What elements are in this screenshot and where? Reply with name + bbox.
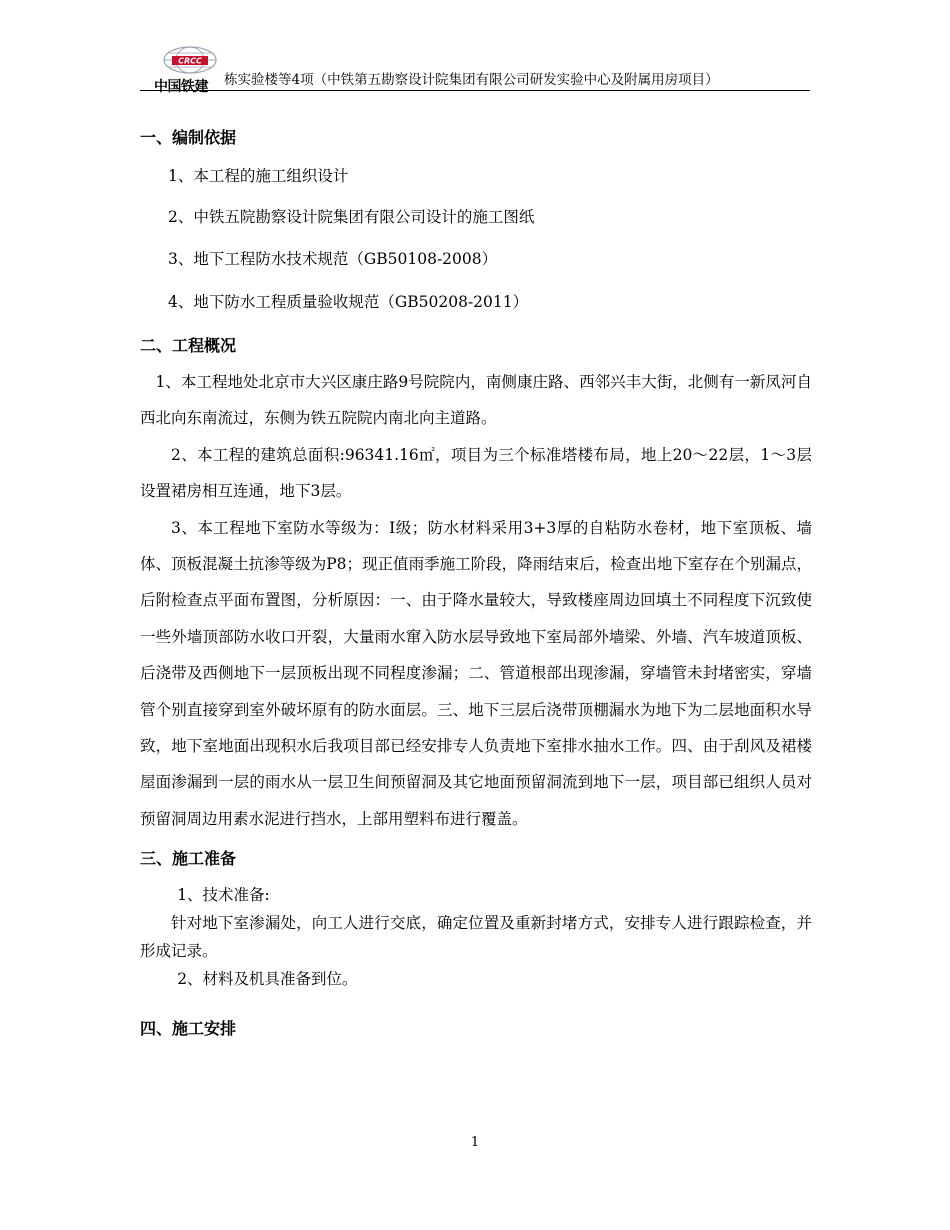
- header-title: 栋实验楼等4项（中铁第五勘察设计院集团有限公司研发实验中心及附属用房项目）: [224, 72, 719, 88]
- section-heading-basis: 一、编制依据: [140, 128, 237, 147]
- tech-prep-body: 针对地下室渗漏处，向工人进行交底，确定位置及重新封堵方式，安排专人进行跟踪检查，并形成记录。: [140, 914, 812, 961]
- overview-paragraph: 3、本工程地下室防水等级为：Ⅰ级；防水材料采用3+3厚的自粘防水卷材，地下室顶板、墙体、顶板混凝土抗渗等级为P8；现正值雨季施工阶段，降雨结束后，检查出地下室存在个别漏点，后附检查点平面布置图，分析原因：一、由于降水量较大，导致楼座周边回填土不同程度下沉致使一些外墙顶部防水收口开裂，大量雨水窜入防水层导致地下室局部外墙梁、外墙、汽车坡道顶板、后浇带及西侧地下一层顶板出现不同程度渗漏；二、管道根部出现渗漏，穿墙管未封堵密实，穿墙管个别直接穿到室外破坏原有的防水面层。三、地下三层后浇带顶棚漏水为地下为二层地面积水导致，地下室地面出现积水后我项目部已经安排专人负责地下室排水抽水工作。四、由于刮风及裙楼屋面渗漏到一层的雨水从一层卫生间预留洞及其它地面预留洞流到地下一层，项目部已组织人员对预留洞周边用素水泥进行挡水，上部用塑料布进行覆盖。: [140, 518, 812, 828]
- basis-item: 2、中铁五院勘察设计院集团有限公司设计的施工图纸: [168, 208, 535, 226]
- logo-text: 中国铁建: [154, 79, 208, 95]
- emblem-label: CRCC: [178, 56, 202, 66]
- tech-prep-title: 1、技术准备:: [177, 886, 270, 905]
- overview-paragraph: 1、本工程地处北京市大兴区康庄路9号院院内，南侧康庄路、西邻兴丰大街，北侧有一新凤河自西北向东南流过，东侧为铁五院院内南北向主道路。: [140, 373, 812, 428]
- header-divider: [140, 90, 810, 91]
- crcc-emblem-icon: [162, 46, 218, 78]
- overview-paragraph: 2、本工程的建筑总面积:96341.16㎡，项目为三个标准塔楼布局，地上20～22层，1～3层设置裙房相互连通，地下3层。: [140, 445, 812, 501]
- section-heading-overview: 二、工程概况: [140, 336, 237, 355]
- company-logo: [154, 44, 224, 95]
- page-header: [140, 44, 810, 95]
- material-prep: 2、材料及机具准备到位。: [177, 970, 358, 989]
- basis-item: 3、地下工程防水技术规范（GB50108-2008）: [168, 250, 498, 268]
- basis-item: 1、本工程的施工组织设计: [168, 167, 349, 185]
- document-body: [140, 120, 812, 1047]
- page-number: 1: [470, 1135, 480, 1150]
- section-heading-preparation: 三、施工准备: [140, 849, 237, 869]
- section-heading-arrangement: 四、施工安排: [140, 1019, 237, 1039]
- basis-item: 4、地下防水工程质量验收规范（GB50208-2011）: [168, 293, 529, 311]
